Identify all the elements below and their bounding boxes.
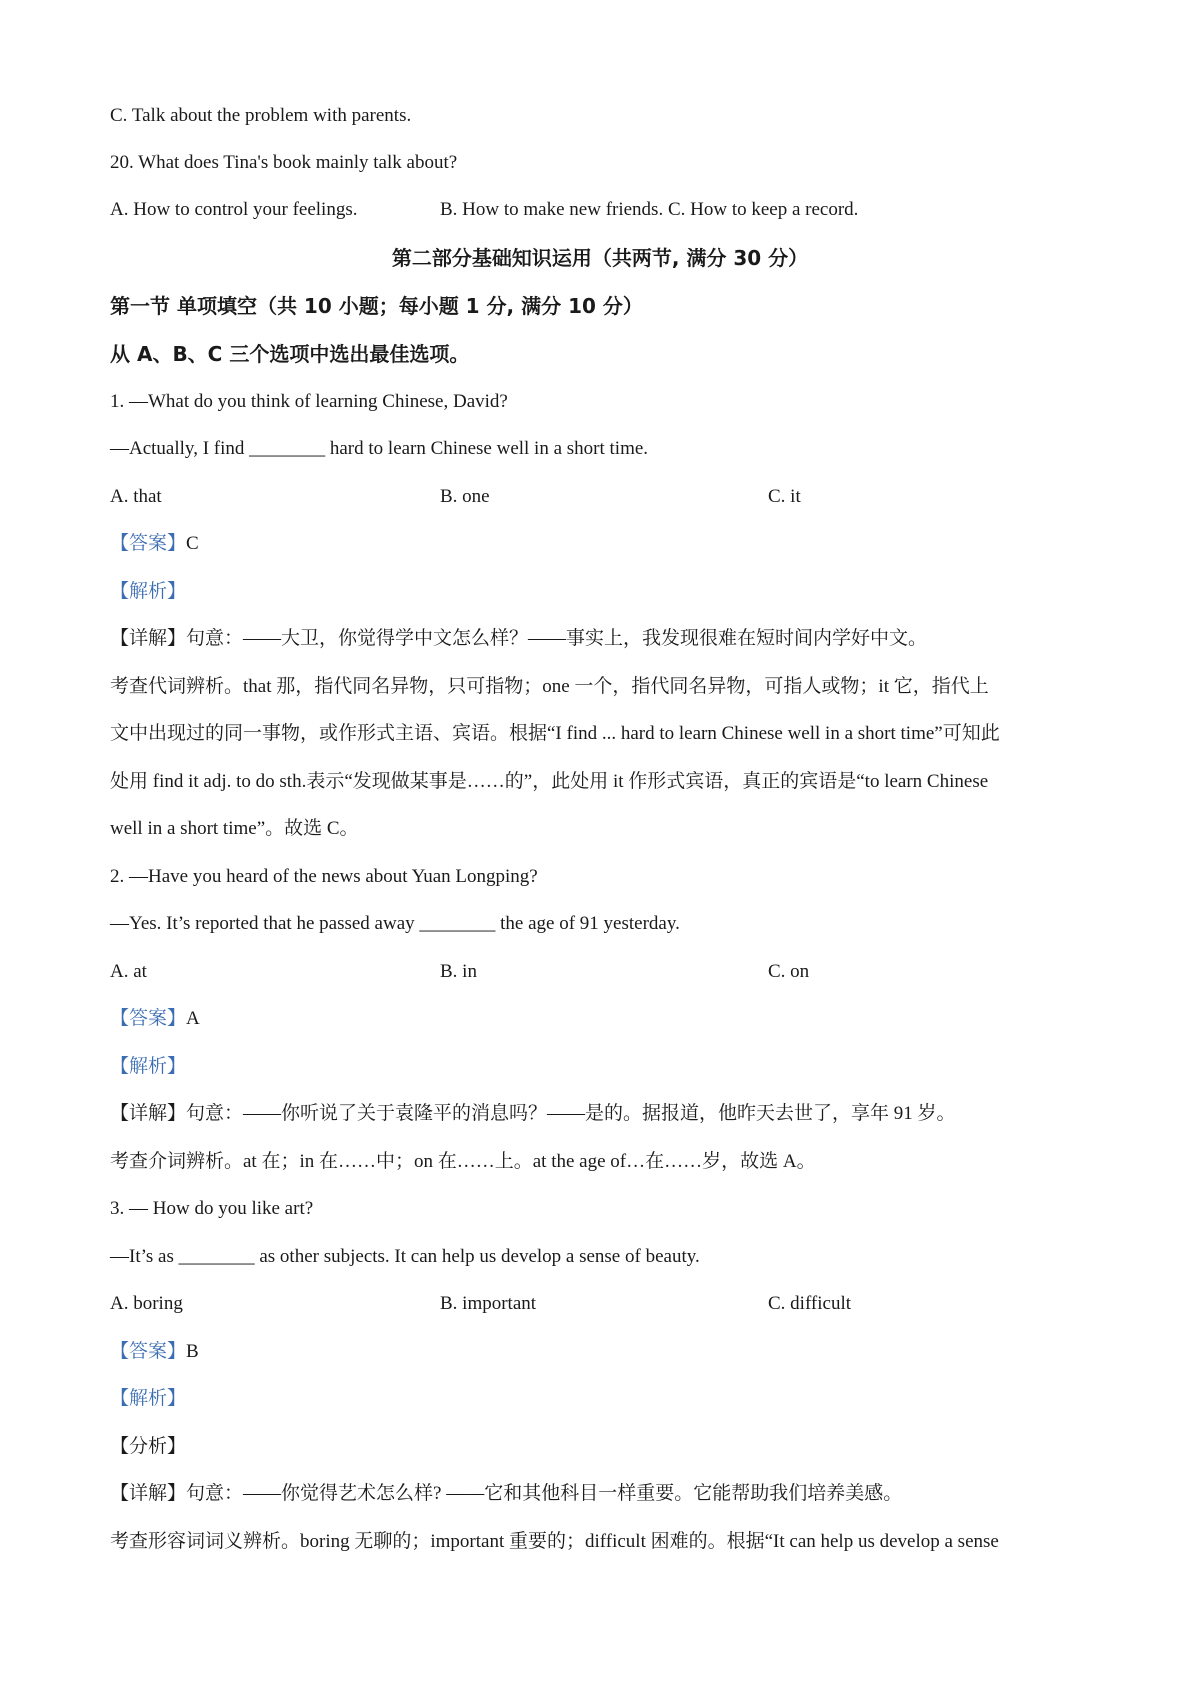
- q20-question: 20. What does Tina's book mainly talk about?: [110, 152, 458, 173]
- q3-detail-1: [110, 1482, 902, 1506]
- answer-value: B: [186, 1341, 199, 1362]
- q2-detail-1: [110, 1102, 956, 1126]
- detail-text: 句意：——大卫，你觉得学中文怎么样？——事实上，我发现很难在短时间内学好中文。: [186, 628, 928, 649]
- detail-label: 【详解】: [110, 628, 187, 649]
- q3-detail-2: 考查形容词词义辨析。boring 无聊的；important 重要的；difficult 困难的。根据“It can help us develop a sense: [110, 1531, 999, 1552]
- q1-answer: [110, 532, 199, 556]
- q1-option-a: A. that: [110, 486, 162, 507]
- detail-text: 句意：——你觉得艺术怎么样? ——它和其他科目一样重要。它能帮助我们培养美感。: [186, 1483, 903, 1504]
- section1-title: 第一节 单项填空（共 10 小题；每小题 1 分, 满分 10 分）: [110, 294, 643, 318]
- q2-answer: [110, 1007, 200, 1031]
- q1-analysis-label: 【解析】: [110, 581, 187, 602]
- answer-label: 【答案】: [110, 533, 187, 554]
- q2-line1: 2. —Have you heard of the news about Yuan Longping?: [110, 866, 538, 887]
- detail-text: 句意：——你听说了关于袁隆平的消息吗？——是的。据报道，他昨天去世了，享年 91 岁。: [186, 1103, 956, 1124]
- answer-value: A: [186, 1008, 200, 1029]
- detail-label: 【详解】: [110, 1483, 187, 1504]
- q3-line1: 3. — How do you like art?: [110, 1198, 314, 1219]
- q1-option-c: C. it: [768, 486, 801, 507]
- q20-option-bc: B. How to make new friends. C. How to keep a record.: [440, 199, 859, 220]
- q3-option-c: C. difficult: [768, 1293, 852, 1314]
- q1-detail-3: 文中出现过的同一事物，或作形式主语、宾语。根据“I find ... hard to learn Chinese well in a short time”可知此: [110, 723, 1000, 744]
- q1-detail-4: 处用 find it adj. to do sth.表示“发现做某事是……的”，此处用 it 作形式宾语，真正的宾语是“to learn Chinese: [110, 771, 989, 792]
- q19-option-c: C. Talk about the problem with parents.: [110, 105, 412, 126]
- q3-option-a: A. boring: [110, 1293, 183, 1314]
- q1-option-b: B. one: [440, 486, 490, 507]
- q3-fenxi-label: 【分析】: [110, 1436, 187, 1457]
- answer-label: 【答案】: [110, 1341, 187, 1362]
- q2-option-a: A. at: [110, 961, 147, 982]
- q1-detail-5: well in a short time”。故选 C。: [110, 818, 359, 839]
- detail-label: 【详解】: [110, 1103, 187, 1124]
- q1-line2: —Actually, I find ________ hard to learn Chinese well in a short time.: [110, 438, 649, 459]
- q2-detail-2: 考查介词辨析。at 在；in 在……中；on 在……上。at the age of…在……岁，故选 A。: [110, 1151, 816, 1172]
- q3-line2: —It’s as ________ as other subjects. It can help us develop a sense of beauty.: [110, 1246, 700, 1267]
- q20-option-a: A. How to control your feelings.: [110, 199, 358, 220]
- q3-option-b: B. important: [440, 1293, 537, 1314]
- q2-option-c: C. on: [768, 961, 810, 982]
- q3-analysis-label: 【解析】: [110, 1388, 187, 1409]
- part2-title: 第二部分基础知识运用（共两节, 满分 30 分）: [391, 246, 809, 270]
- q3-answer: [110, 1340, 199, 1364]
- q1-detail-2: 考查代词辨析。that 那，指代同名异物，只可指物；one 一个，指代同名异物，可指人或物；it 它，指代上: [110, 676, 989, 697]
- answer-value: C: [186, 533, 199, 554]
- q2-analysis-label: 【解析】: [110, 1056, 187, 1077]
- q2-option-b: B. in: [440, 961, 477, 982]
- q1-line1: 1. —What do you think of learning Chinese, David?: [110, 391, 508, 412]
- q1-detail-1: [110, 627, 927, 651]
- answer-label: 【答案】: [110, 1008, 187, 1029]
- q2-line2: —Yes. It’s reported that he passed away ________ the age of 91 yesterday.: [110, 913, 680, 934]
- instruction: 从 A、B、C 三个选项中选出最佳选项。: [110, 342, 470, 366]
